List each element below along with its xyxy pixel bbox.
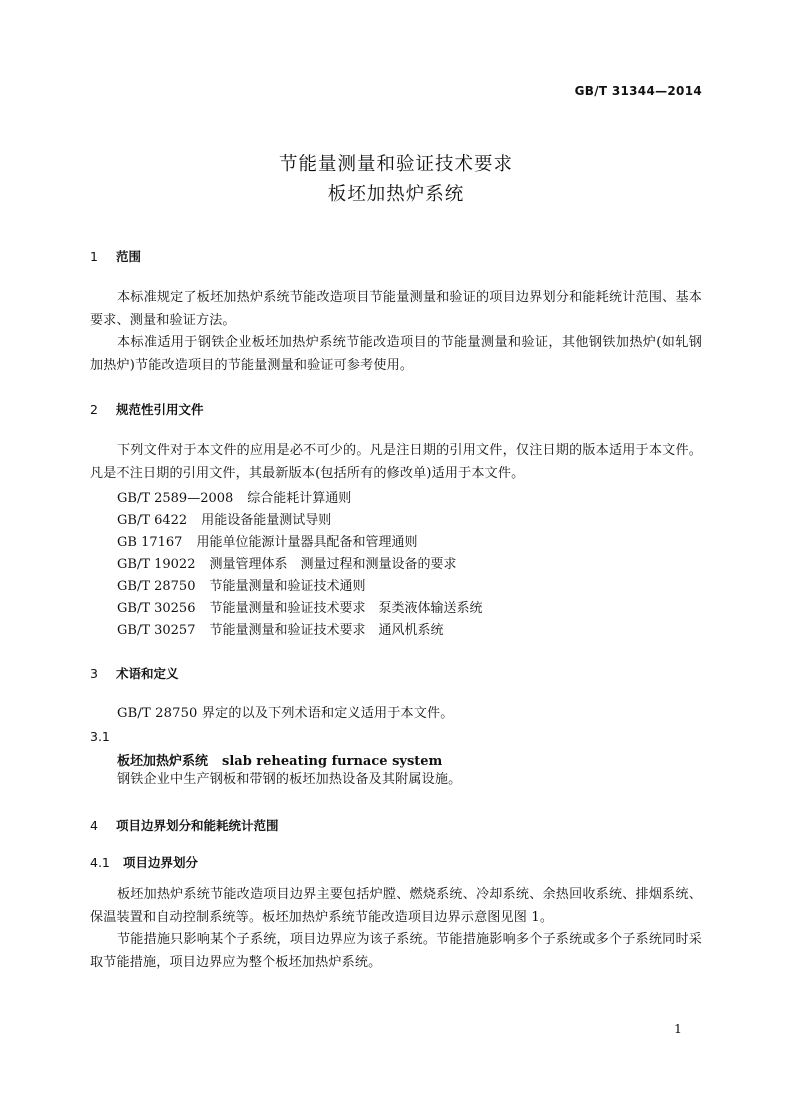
section-number: 1 xyxy=(90,249,98,264)
section-title: 术语和定义 xyxy=(116,666,179,681)
reference-title: 用能单位能源计量器具配备和管理通则 xyxy=(196,535,418,550)
section-1-heading xyxy=(90,247,141,265)
section-4-paragraph-2: 节能措施只影响某个子系统，项目边界应为该子系统。节能措施影响多个子系统或多个子系统同时采取节能措施，项目边界应为整个板坯加热炉系统。 xyxy=(90,932,702,970)
term-chinese: 板坯加热炉系统 xyxy=(117,754,209,769)
reference-item xyxy=(117,597,483,616)
reference-item xyxy=(117,575,366,594)
section-3-intro: GB/T 28750 界定的以及下列术语和定义适用于本文件。 xyxy=(117,706,454,721)
document-title: 节能量测量和验证技术要求 xyxy=(278,154,513,175)
reference-title: 节能量测量和验证技术通则 xyxy=(209,579,366,594)
section-title: 规范性引用文件 xyxy=(116,402,204,417)
section-title: 项目边界划分和能耗统计范围 xyxy=(116,818,279,833)
section-number: 2 xyxy=(90,402,98,417)
subsection-title: 项目边界划分 xyxy=(123,855,199,870)
section-4-paragraph-1: 板坯加热炉系统节能改造项目边界主要包括炉膛、燃烧系统、冷却系统、余热回收系统、排烟系统、保温装置和自动控制系统等。板坯加热炉系统节能改造项目边界示意图见图 1。 xyxy=(90,887,702,925)
section-3-heading xyxy=(90,664,179,682)
reference-code: GB/T 6422 xyxy=(117,513,188,528)
section-2-intro: 下列文件对于本文件的应用是必不可少的。凡是注日期的引用文件，仅注日期的版本适用于本文件。凡是不注日期的引用文件，其最新版本(包括所有的修改单)适用于本文件。 xyxy=(90,443,702,481)
reference-code: GB/T 30257 xyxy=(117,623,196,638)
section-title: 范围 xyxy=(116,249,142,264)
term-english: slab reheating furnace system xyxy=(222,754,443,769)
reference-title: 节能量测量和验证技术要求 通风机系统 xyxy=(209,623,444,638)
section-number: 4 xyxy=(90,818,98,833)
reference-item xyxy=(117,553,457,572)
reference-title: 综合能耗计算通则 xyxy=(247,491,352,506)
standard-number: GB/T 31344—2014 xyxy=(574,84,702,98)
section-2-heading xyxy=(90,400,204,418)
reference-item xyxy=(117,509,331,528)
subsection-4-1-heading xyxy=(90,853,198,871)
reference-item xyxy=(117,619,444,638)
term-entry xyxy=(117,750,442,769)
section-1-paragraph-2: 本标准适用于钢铁企业板坯加热炉系统节能改造项目的节能量测量和验证，其他钢铁加热炉(如轧钢加热炉)节能改造项目的节能量测量和验证可参考使用。 xyxy=(90,335,702,373)
reference-code: GB/T 28750 xyxy=(117,579,196,594)
reference-code: GB/T 2589—2008 xyxy=(117,491,234,506)
subsection-number: 4.1 xyxy=(90,855,110,870)
reference-code: GB 17167 xyxy=(117,535,183,550)
reference-code: GB/T 19022 xyxy=(117,557,196,572)
section-4-heading xyxy=(90,816,279,834)
section-number: 3 xyxy=(90,666,98,681)
page-number: 1 xyxy=(674,1021,682,1036)
reference-title: 节能量测量和验证技术要求 泵类液体输送系统 xyxy=(209,601,483,616)
reference-item xyxy=(117,531,417,550)
reference-code: GB/T 30256 xyxy=(117,601,196,616)
reference-title: 测量管理体系 测量过程和测量设备的要求 xyxy=(209,557,457,572)
reference-title: 用能设备能量测试导则 xyxy=(201,513,332,528)
section-1-paragraph-1: 本标准规定了板坯加热炉系统节能改造项目节能量测量和验证的项目边界划分和能耗统计范围、基本要求、测量和验证方法。 xyxy=(90,290,702,328)
term-number: 3.1 xyxy=(90,729,110,744)
reference-item xyxy=(117,487,351,506)
term-definition: 钢铁企业中生产钢板和带钢的板坯加热设备及其附属设施。 xyxy=(117,772,462,787)
document-subtitle: 板坯加热炉系统 xyxy=(327,184,465,205)
